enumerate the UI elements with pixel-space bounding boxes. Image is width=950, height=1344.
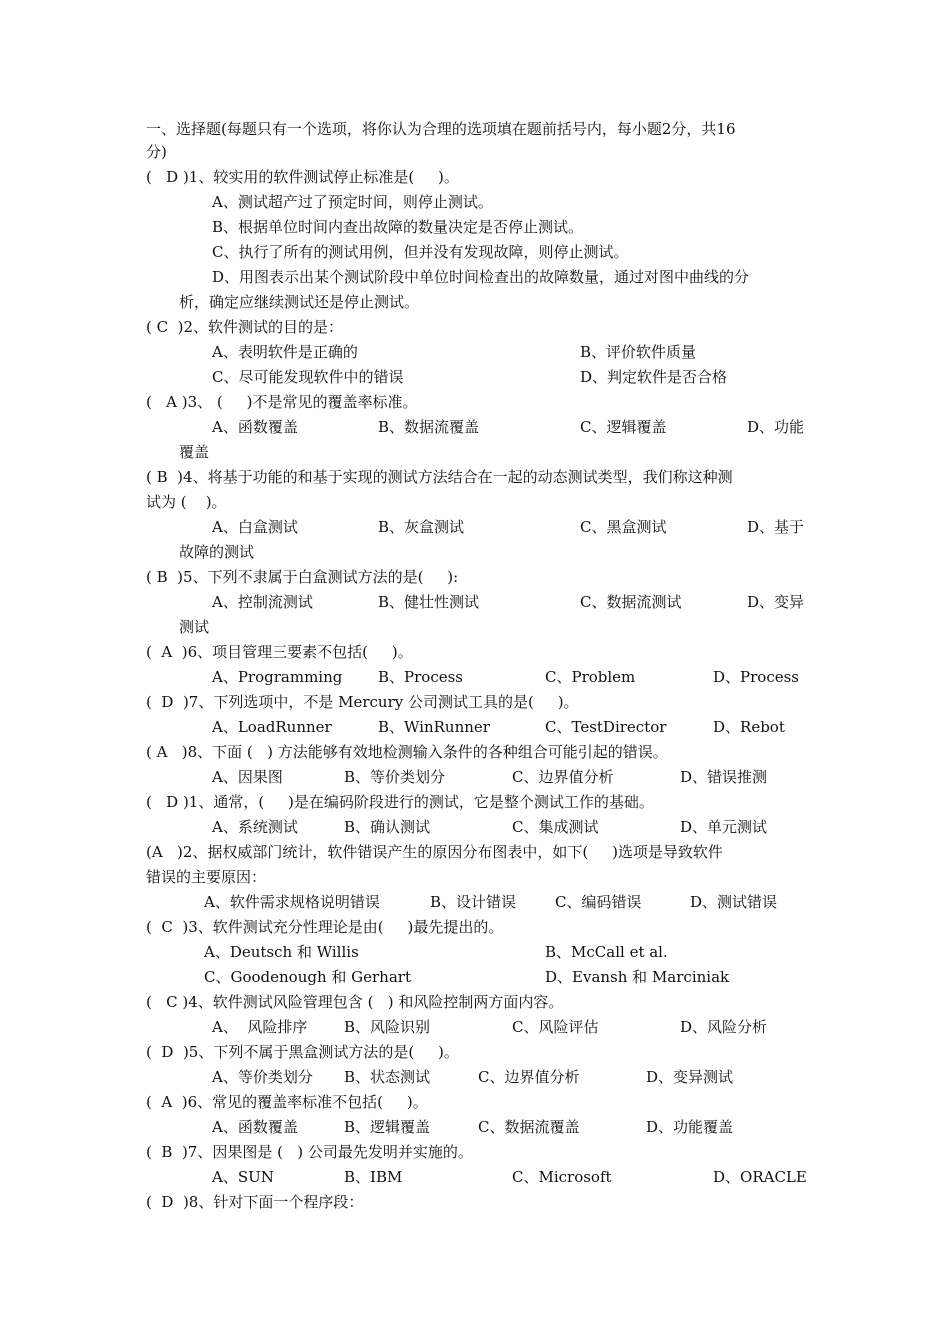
option-b: B、McCall et al.	[545, 943, 668, 961]
option-a: A、表明软件是正确的	[212, 343, 358, 361]
question-line: ( A )8、下面 ( ) 方法能够有效地检测输入条件的各种组合可能引起的错误。	[146, 743, 668, 761]
option-a: A、SUN	[212, 1168, 274, 1186]
option-d: D、Evansh 和 Marciniak	[545, 968, 730, 986]
question-line: ( A )6、项目管理三要素不包括( )。	[146, 643, 413, 661]
option-b: B、根据单位时间内查出故障的数量决定是否停止测试。	[212, 218, 584, 236]
option-b: B、健壮性测试	[378, 593, 480, 611]
option-b: B、等价类划分	[344, 768, 446, 786]
option-c: C、Microsoft	[512, 1168, 612, 1186]
option-d: D、错误推测	[680, 768, 768, 786]
option-b: B、状态测试	[344, 1068, 431, 1086]
option-c: C、数据流测试	[580, 593, 682, 611]
option-c: C、集成测试	[512, 818, 599, 836]
option-a: A、因果图	[212, 768, 283, 786]
option-c: C、TestDirector	[545, 718, 667, 736]
option-d: D、用图表示出某个测试阶段中单位时间检查出的故障数量，通过对图中曲线的分	[212, 268, 750, 286]
option-d: D、单元测试	[680, 818, 768, 836]
option-b: B、IBM	[344, 1168, 403, 1186]
question-cont: 错误的主要原因：	[146, 868, 267, 886]
question-line: ( B )7、因果图是 ( ) 公司最先发明并实施的。	[146, 1143, 473, 1161]
option-a: A、等价类划分	[212, 1068, 313, 1086]
option-a: A、控制流测试	[212, 593, 313, 611]
option-cont: 故障的测试	[179, 543, 255, 561]
option-c: C、尽可能发现软件中的错误	[212, 368, 404, 386]
option-d: D、基于	[747, 518, 805, 536]
option-c: C、逻辑覆盖	[580, 418, 667, 436]
option-d: D、风险分析	[680, 1018, 768, 1036]
option-cont: 覆盖	[179, 443, 210, 461]
option-d: D、Process	[713, 668, 799, 686]
question-line: ( C )4、软件测试风险管理包含 ( ) 和风险控制两方面内容。	[146, 993, 564, 1011]
option-a: A、系统测试	[212, 818, 298, 836]
option-b: B、确认测试	[344, 818, 431, 836]
option-c: C、数据流覆盖	[478, 1118, 580, 1136]
option-d: D、功能覆盖	[646, 1118, 734, 1136]
question-line: ( D )1、较实用的软件测试停止标准是( )。	[146, 168, 459, 186]
question-cont: 试为 ( )。	[146, 493, 227, 511]
option-b: B、灰盒测试	[378, 518, 465, 536]
question-line: ( C )3、软件测试充分性理论是由( )最先提出的。	[146, 918, 504, 936]
option-c: C、执行了所有的测试用例，但并没有发现故障，则停止测试。	[212, 243, 629, 261]
option-b: B、数据流覆盖	[378, 418, 480, 436]
option-d: D、判定软件是否合格	[580, 368, 728, 386]
option-c: C、编码错误	[555, 893, 642, 911]
option-a: A、 风险排序	[212, 1018, 308, 1036]
option-b: B、评价软件质量	[580, 343, 697, 361]
option-d: D、Rebot	[713, 718, 785, 736]
option-d: D、变异测试	[646, 1068, 734, 1086]
option-c: C、黑盒测试	[580, 518, 667, 536]
question-line: ( D )5、下列不属于黑盒测试方法的是( )。	[146, 1043, 459, 1061]
section-header-cont: 分)	[146, 143, 167, 161]
section-header: 一、选择题(每题只有一个选项，将你认为合理的选项填在题前括号内，每小题2分，共16	[146, 120, 736, 138]
option-d: D、功能	[747, 418, 805, 436]
option-d: D、变异	[747, 593, 805, 611]
option-b: B、逻辑覆盖	[344, 1118, 431, 1136]
option-a: A、Programming	[212, 668, 343, 686]
question-line: ( D )7、下列选项中，不是 Mercury 公司测试工具的是( )。	[146, 693, 579, 711]
question-line: (A )2、据权威部门统计，软件错误产生的原因分布图表中，如下( )选项是导致软件	[146, 843, 723, 861]
option-b: B、设计错误	[430, 893, 517, 911]
question-line: ( A )3、 ( )不是常见的覆盖率标准。	[146, 393, 418, 411]
option-b: B、风险识别	[344, 1018, 431, 1036]
option-d: D、测试错误	[690, 893, 778, 911]
option-cont: 析，确定应继续测试还是停止测试。	[179, 293, 420, 311]
option-b: B、Process	[378, 668, 463, 686]
option-a: A、白盒测试	[212, 518, 298, 536]
option-c: C、Problem	[545, 668, 636, 686]
option-a: A、测试超产过了预定时间，则停止测试。	[212, 193, 493, 211]
option-a: A、LoadRunner	[212, 718, 332, 736]
option-a: A、软件需求规格说明错误	[204, 893, 380, 911]
question-line: ( C )2、软件测试的目的是：	[146, 318, 344, 336]
option-d: D、ORACLE	[713, 1168, 807, 1186]
option-cont: 测试	[179, 618, 210, 636]
option-a: A、Deutsch 和 Willis	[204, 943, 359, 961]
question-line: ( D )8、针对下面一个程序段：	[146, 1193, 364, 1211]
option-b: B、WinRunner	[378, 718, 490, 736]
question-line: ( B )5、下列不隶属于白盒测试方法的是( ):	[146, 568, 459, 586]
option-a: A、函数覆盖	[212, 418, 298, 436]
option-c: C、风险评估	[512, 1018, 599, 1036]
option-c: C、边界值分析	[478, 1068, 580, 1086]
question-line: ( D )1、通常，( )是在编码阶段进行的测试，它是整个测试工作的基础。	[146, 793, 654, 811]
question-line: ( A )6、常见的覆盖率标准不包括( )。	[146, 1093, 428, 1111]
option-c: C、边界值分析	[512, 768, 614, 786]
option-c: C、Goodenough 和 Gerhart	[204, 968, 411, 986]
question-line: ( B )4、将基于功能的和基于实现的测试方法结合在一起的动态测试类型，我们称这种测	[146, 468, 733, 486]
option-a: A、函数覆盖	[212, 1118, 298, 1136]
